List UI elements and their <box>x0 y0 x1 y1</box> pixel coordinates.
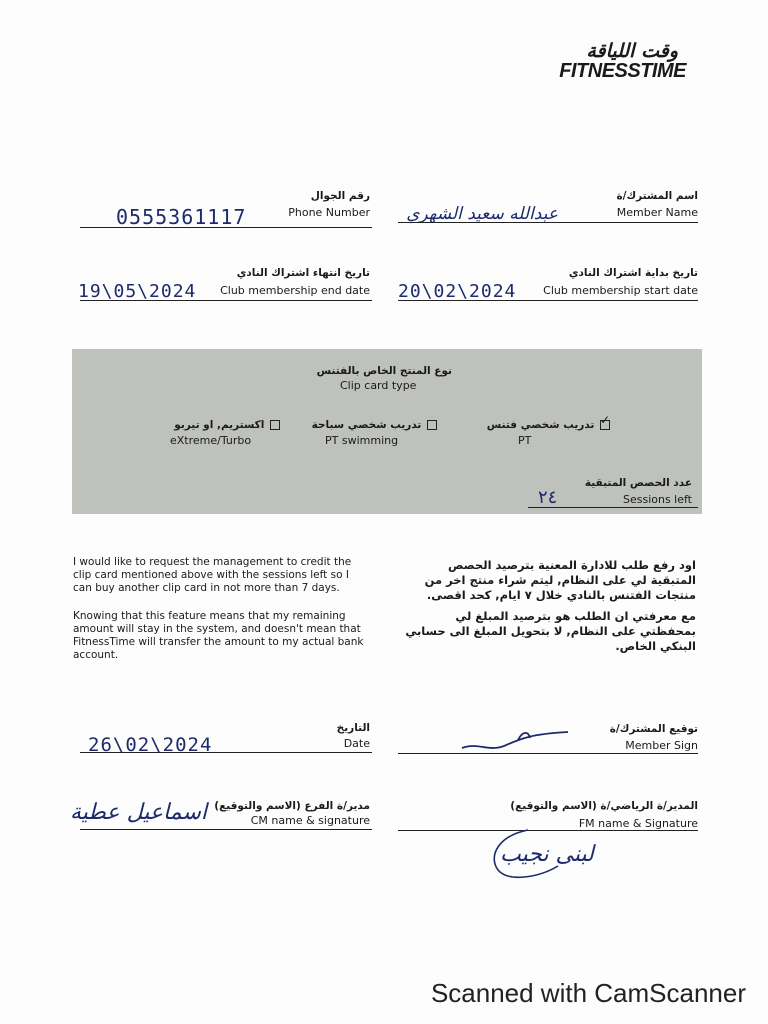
fm-label-en: FM name & Signature <box>578 817 698 830</box>
date-value: 26\02\2024 <box>88 734 213 756</box>
clip-title-en: Clip card type <box>340 379 417 392</box>
date-label-en: Date <box>343 737 370 750</box>
date-line <box>80 752 372 753</box>
request-en-1: I would like to request the management to credit the clip card mentioned above with the sessions left so I can buy another clip card in not more than 7 days. <box>73 556 352 594</box>
option-pt-label-ar: تدريب شخصي فتنس <box>486 419 595 431</box>
option-pt-checkbox[interactable]: ✓ <box>600 420 610 430</box>
fm-signature-stroke <box>488 826 578 886</box>
start-date-value: 20\02\2024 <box>398 281 517 302</box>
option-extreme-label-en: eXtreme/Turbo <box>170 434 252 447</box>
cm-label-en: CM name & signature <box>250 814 370 827</box>
member-sign-label-en: Member Sign <box>625 739 698 752</box>
logo-english: FITNESSTIME <box>559 60 686 82</box>
date-label-ar: التاريخ <box>336 722 370 734</box>
end-date-value: 19\05\2024 <box>78 281 197 302</box>
start-date-label-en: Club membership start date <box>543 284 698 297</box>
option-pt-swimming-label-ar: تدريب شخصي سباحة <box>311 419 422 431</box>
logo-arabic: وقت اللياقة <box>586 40 678 62</box>
end-date-line <box>80 300 372 301</box>
cm-label-ar: مدير/ة الفرع (الاسم والتوقيع) <box>214 800 370 812</box>
start-date-line <box>398 300 698 301</box>
option-pt-swimming <box>312 419 437 431</box>
member-signature <box>458 728 578 756</box>
clip-title-ar: نوع المنتج الخاص بالفتنس <box>316 365 452 377</box>
option-extreme <box>174 419 280 431</box>
clip-card-box <box>72 349 702 514</box>
request-en-2: Knowing that this feature means that my remaining amount will stay in the system, and doesn't mean that FitnessTime will transfer the amount to my actual bank account. <box>73 610 364 661</box>
option-pt-label-en: PT <box>518 434 532 447</box>
member-name-label-ar: اسم المشترك/ة <box>616 190 698 202</box>
member-sign-label-ar: توقيع المشترك/ة <box>609 723 698 735</box>
cm-line <box>80 829 372 830</box>
option-pt <box>486 413 611 431</box>
fm-label-ar: المدير/ة الرياضي/ة (الاسم والتوقيع) <box>510 800 698 812</box>
member-name-line <box>398 222 698 223</box>
phone-label-ar: رقم الجوال <box>310 190 370 202</box>
phone-label-en: Phone Number <box>288 206 370 219</box>
member-name-label-en: Member Name <box>616 206 698 219</box>
member-sign-line <box>398 753 698 754</box>
camscanner-footer: Scanned with CamScanner <box>430 978 746 1008</box>
sessions-label-en: Sessions left <box>622 493 692 506</box>
option-pt-swimming-label-en: PT swimming <box>325 434 399 447</box>
sessions-label-ar: عدد الحصص المتبقية <box>584 477 692 489</box>
fm-signature: لبنى نجيب <box>500 842 594 867</box>
request-ar-2: مع معرفتي ان الطلب هو بترصيد المبلغ لي بمحفظتي على النظام, لا بتحويل المبلغ الى حسابي البنكي الخاص. <box>405 609 696 653</box>
end-date-label-ar: تاريخ انتهاء اشتراك النادي <box>236 267 370 279</box>
phone-value: 0555361117 <box>116 205 247 229</box>
sessions-value: ٢٤ <box>538 487 558 508</box>
member-name-value: عبدالله سعيد الشهري <box>406 204 558 224</box>
option-extreme-label-ar: اكستريم, او تيربو <box>174 419 265 431</box>
request-ar-1: اود رفع طلب للادارة المعنية بترصيد الحصص المتبقية لي على النظام, ليتم شراء منتج اخر من منتجات الفتنس بالنادي خلال ٧ ايام, كحد اقصى. <box>424 558 696 602</box>
logo <box>488 40 688 84</box>
option-pt-swimming-checkbox[interactable] <box>427 420 437 430</box>
phone-line <box>80 227 372 228</box>
cm-signature: اسماعيل عطية <box>70 800 207 825</box>
sessions-line <box>528 507 698 508</box>
end-date-label-en: Club membership end date <box>220 284 370 297</box>
start-date-label-ar: تاريخ بداية اشتراك النادي <box>568 267 698 279</box>
option-extreme-checkbox[interactable] <box>270 420 280 430</box>
